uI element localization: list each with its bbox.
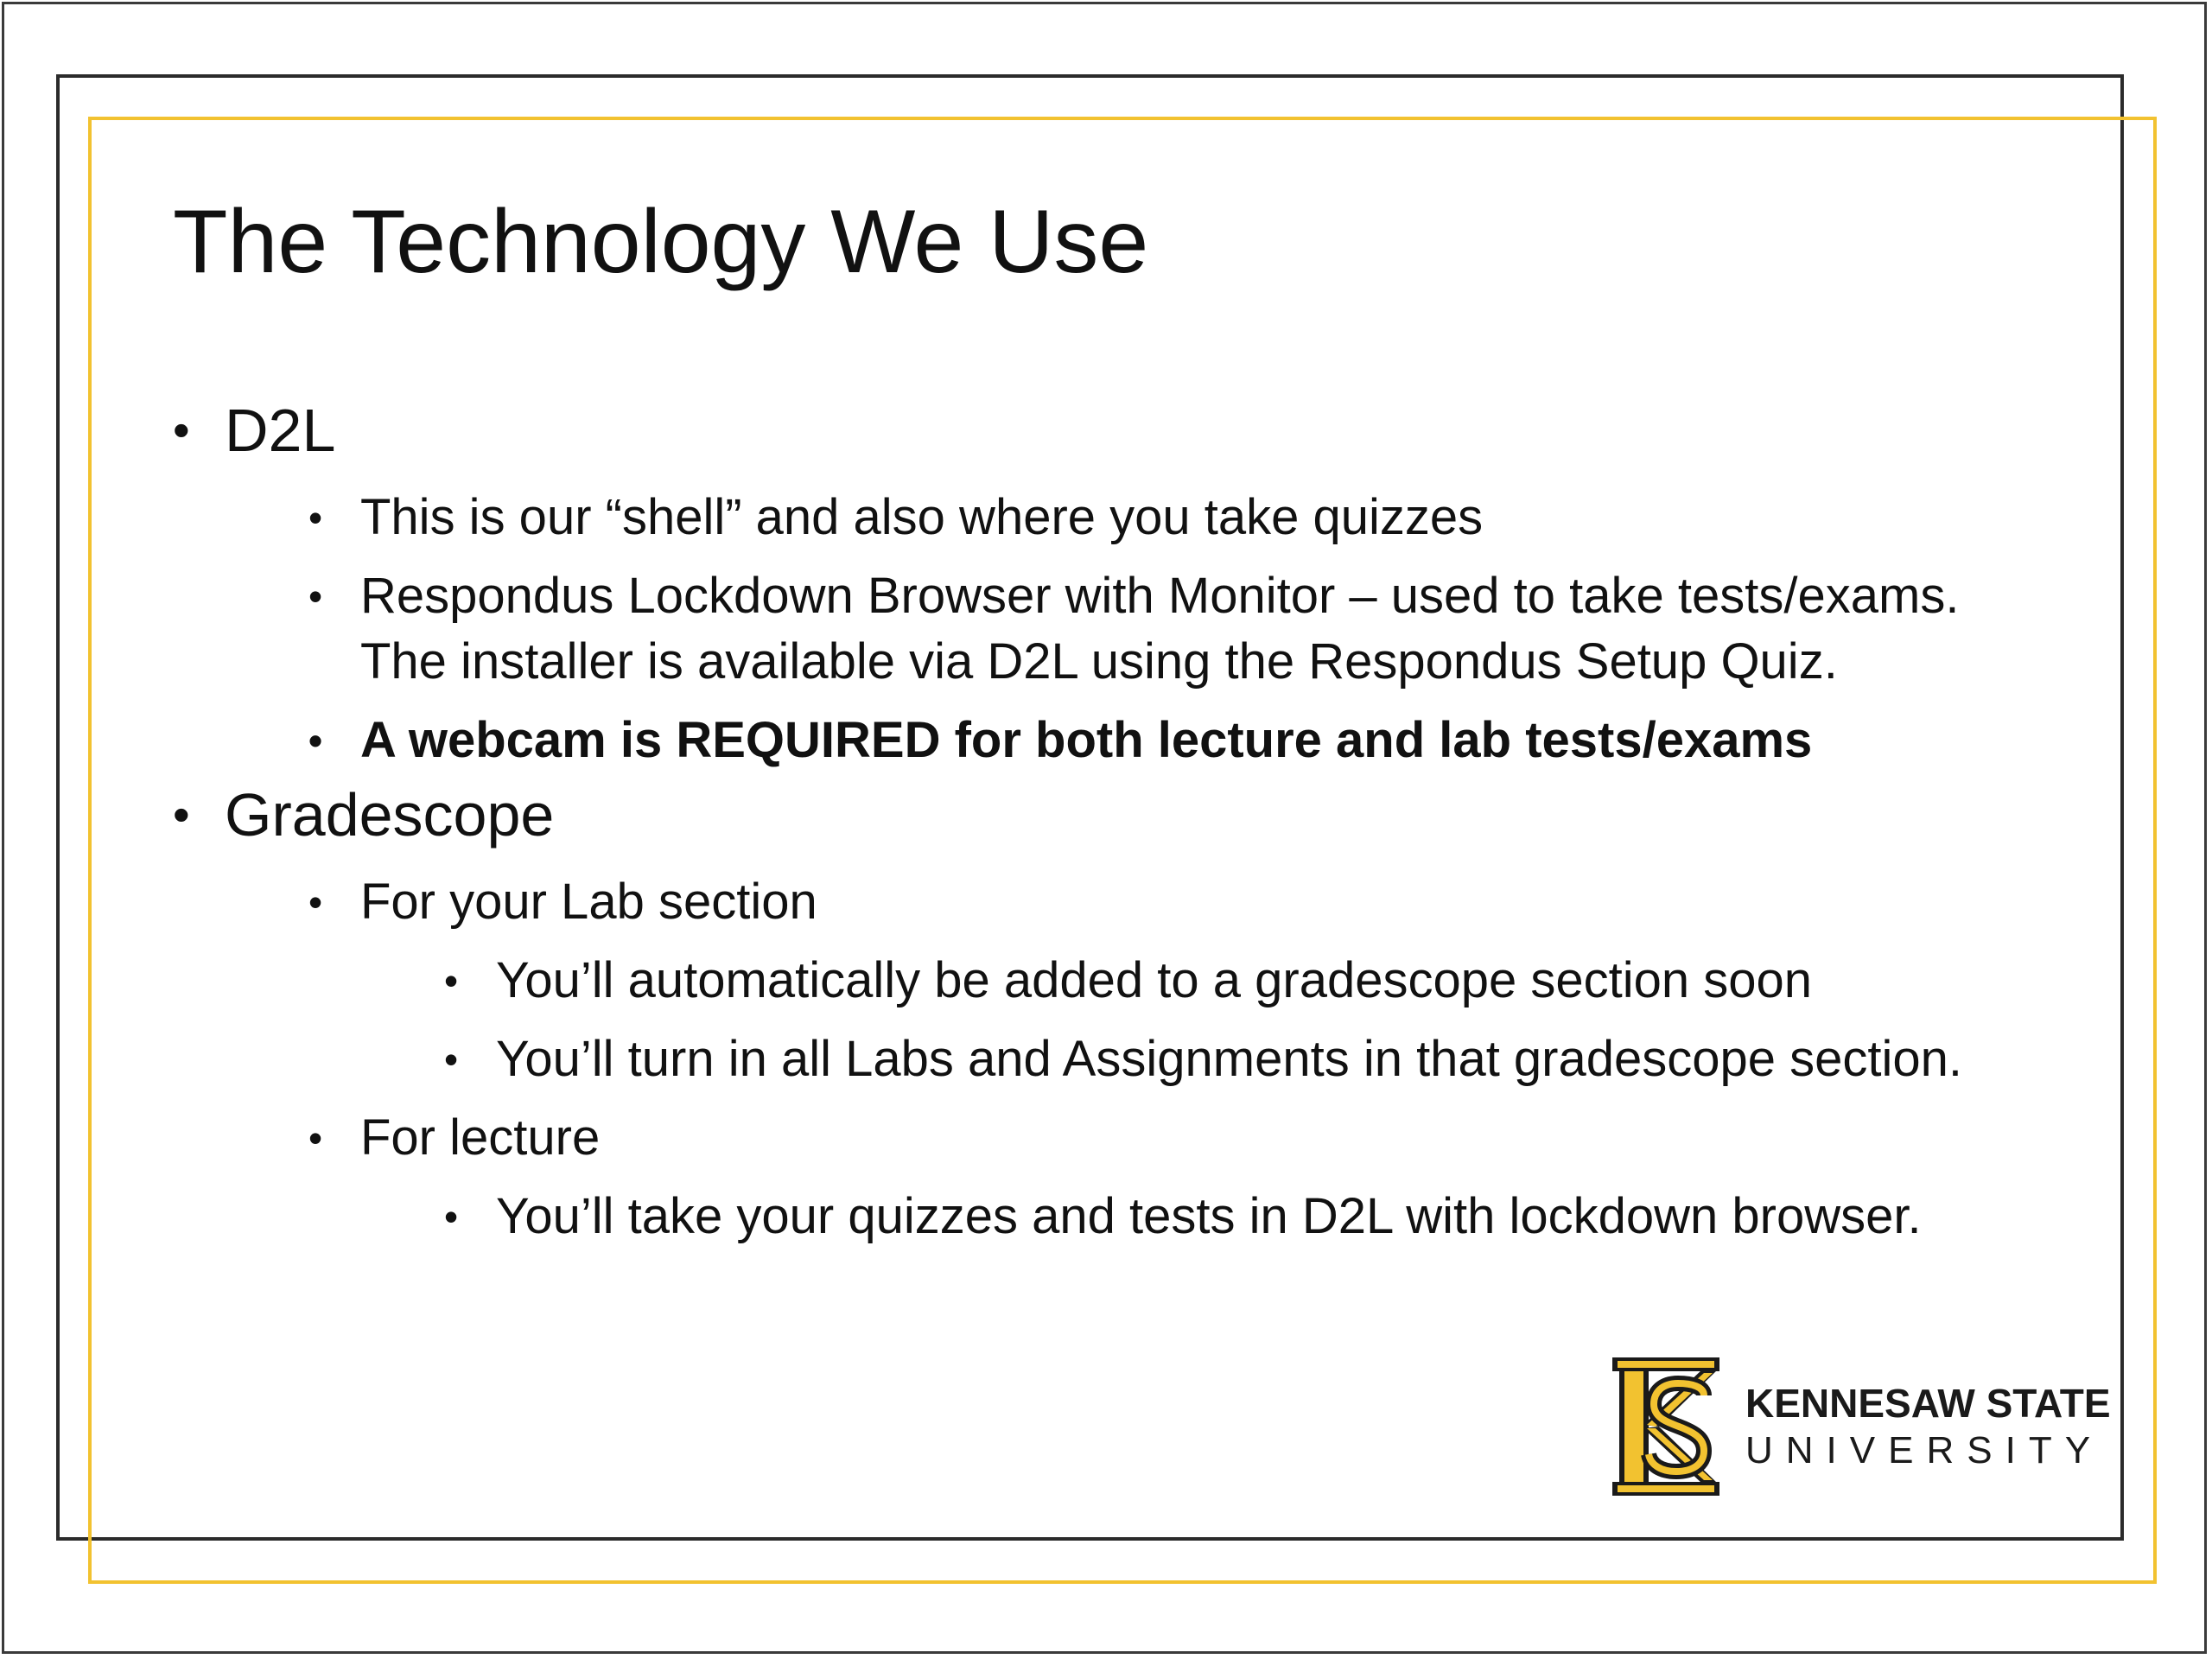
d2l-item-webcam (308, 708, 2056, 773)
lab-subitem-added (444, 948, 2056, 1014)
d2l-sublist (225, 485, 2056, 773)
lab-sublist (360, 948, 2056, 1092)
bullet-d2l-label: D2L (225, 397, 336, 464)
bullet-gradescope-label: Gradescope (225, 781, 555, 849)
gradescope-item-lab-text: For your Lab section (360, 874, 817, 930)
bullet-d2l (173, 389, 2056, 773)
slide-title: The Technology We Use (173, 192, 1149, 292)
d2l-item-shell-text: This is our “shell” and also where you take quizzes (360, 489, 1484, 545)
lab-subitem-turnin (444, 1027, 2056, 1092)
d2l-item-respondus-text: Respondus Lockdown Browser with Monitor – used to take tests/exams. The installer is available via D2L using the Respondus Setup Quiz. (360, 568, 1960, 690)
ksu-wordmark-line1: KENNESAW STATE (1745, 1381, 2111, 1426)
ksu-logo (1609, 1352, 2111, 1501)
gradescope-sublist (225, 869, 2056, 1249)
ksu-monogram-icon (1609, 1352, 1723, 1501)
gradescope-item-lecture-text: For lecture (360, 1109, 601, 1166)
d2l-item-shell (308, 485, 2056, 550)
lab-subitem-turnin-text: You’ll turn in all Labs and Assignments in that gradescope section. (496, 1031, 1963, 1087)
d2l-item-respondus (308, 563, 2056, 695)
gradescope-item-lab (308, 869, 2056, 1092)
lecture-subitem-quizzes (444, 1184, 2056, 1249)
ksu-wordmark-line2: UNIVERSITY (1745, 1429, 2104, 1471)
gradescope-item-lecture (308, 1105, 2056, 1249)
lab-subitem-added-text: You’ll automatically be added to a gradescope section soon (496, 952, 1813, 1008)
slide-content (173, 389, 2056, 1249)
bullet-gradescope (173, 773, 2056, 1249)
ksu-wordmark (1745, 1379, 2111, 1474)
lecture-subitem-quizzes-text: You’ll take your quizzes and tests in D2L with lockdown browser. (496, 1188, 1922, 1244)
lecture-sublist (360, 1184, 2056, 1249)
d2l-item-webcam-text: A webcam is REQUIRED for both lecture and lab tests/exams (360, 712, 1813, 768)
top-level-list (173, 389, 2056, 1249)
